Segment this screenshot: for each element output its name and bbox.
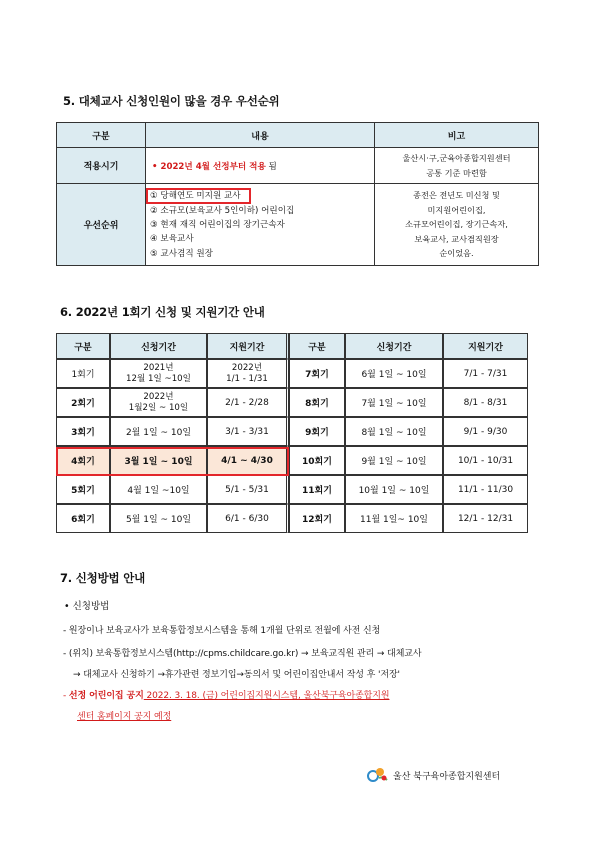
org-logo-icon — [367, 766, 389, 784]
support-period: 10/1 - 10/31 — [443, 446, 528, 475]
apply-period: 4월 1일 ~10일 — [110, 475, 207, 504]
apply-period: 3월 1일 ~ 10일 — [110, 446, 207, 475]
apply-period: 7월 1일 ~ 10일 — [345, 388, 443, 417]
priority-item-highlighted: ① 당해연도 미지원 교사 — [146, 188, 251, 204]
round-label: 11회기 — [289, 475, 345, 504]
apply-period: 11월 1일~ 10일 — [345, 504, 443, 533]
note-line: 종전은 전년도 미신청 및 — [413, 190, 500, 201]
period-red-text: • 2022년 4월 선정부터 적용 — [152, 161, 266, 172]
priority-item: ② 소규모(보육교사 5인이하) 어린이집 — [150, 206, 295, 216]
method-line-3: → 대체교사 신청하기 →휴가관련 정보기입→동의서 및 어린이집안내서 작성 후 '저장' — [73, 670, 400, 680]
header-note: 비고 — [375, 123, 539, 148]
priority-table — [56, 122, 539, 266]
note-line: 미지원어린이집, — [427, 204, 486, 215]
support-period: 11/1 - 11/30 — [443, 475, 528, 504]
header-apply-period: 신청기간 — [345, 333, 443, 359]
apply-period: 9월 1일 ~ 10일 — [345, 446, 443, 475]
method-line-2: - (위치) 보육통합정보시스템(http://cpms.childcare.go.kr) → 보육교직원 관리 → 대체교사 — [63, 649, 422, 659]
row-note-priority — [375, 184, 539, 266]
table-row — [56, 417, 528, 446]
header-support-period: 지원기간 — [207, 333, 289, 359]
note-line: 공통 기준 마련함 — [426, 167, 487, 178]
apply-period: 10월 1일 ~ 10일 — [345, 475, 443, 504]
method-line-5 — [77, 709, 171, 722]
table-row — [56, 388, 528, 417]
section7-title: 7. 신청방법 안내 — [60, 571, 146, 585]
priority-item: ⑤ 교사겸직 원장 — [150, 248, 213, 259]
table-row — [56, 475, 528, 504]
round-label: 4회기 — [56, 446, 110, 475]
row-label-period: 적용시기 — [57, 148, 146, 184]
notice-date-text: 2022. 3. 18. (금) 어린이집지원시스템, 울산북구육아종합지원 — [143, 691, 390, 701]
row-content-period — [146, 148, 375, 184]
header-support-period: 지원기간 — [443, 333, 528, 359]
round-label: 1회기 — [56, 359, 110, 388]
dash: - — [63, 691, 69, 701]
support-period: 2/1 - 2/28 — [207, 388, 289, 417]
section5-title: 5. 대체교사 신청인원이 많을 경우 우선순위 — [63, 94, 280, 108]
note-line: 소규모어린이집, 장기근속자, — [405, 219, 508, 230]
method-bullet: • 신청방법 — [64, 601, 110, 612]
table-row — [57, 184, 539, 266]
method-line-1: - 원장이나 보육교사가 보육통합정보시스템을 통해 1개월 단위로 전월에 사전 신청 — [63, 626, 381, 636]
apply-period: 2021년 12월 1일 ~10일 — [110, 359, 207, 388]
support-period: 12/1 - 12/31 — [443, 504, 528, 533]
apply-period: 2022년 1월2일 ~ 10일 — [110, 388, 207, 417]
round-label: 2회기 — [56, 388, 110, 417]
round-label: 10회기 — [289, 446, 345, 475]
table-row — [57, 148, 539, 184]
schedule-table — [56, 333, 528, 533]
apply-period: 8월 1일 ~ 10일 — [345, 417, 443, 446]
table-row-highlighted — [56, 446, 528, 475]
priority-item: ③ 현재 재직 어린이집의 장기근속자 — [150, 220, 285, 231]
priority-item: ④ 보육교사 — [150, 234, 194, 245]
row-label-priority: 우선순위 — [57, 184, 146, 266]
method-line-4 — [63, 688, 389, 701]
period-rest-text: 됨 — [265, 161, 277, 172]
round-label: 7회기 — [289, 359, 345, 388]
support-period: 8/1 - 8/31 — [443, 388, 528, 417]
priority-table-header — [57, 123, 539, 148]
support-period: 2022년 1/1 - 1/31 — [207, 359, 289, 388]
header-category: 구분 — [289, 333, 345, 359]
table-row — [56, 359, 528, 388]
round-label: 3회기 — [56, 417, 110, 446]
round-label: 9회기 — [289, 417, 345, 446]
row-note-period — [375, 148, 539, 184]
round-label: 5회기 — [56, 475, 110, 504]
support-period: 4/1 ~ 4/30 — [207, 446, 289, 475]
notice-bold-label: 선정 어린이집 공지 — [68, 691, 144, 701]
support-period: 6/1 - 6/30 — [207, 504, 289, 533]
apply-period: 5월 1일 ~ 10일 — [110, 504, 207, 533]
round-label: 12회기 — [289, 504, 345, 533]
round-label: 6회기 — [56, 504, 110, 533]
schedule-table-header — [56, 333, 528, 359]
support-period: 3/1 - 3/31 — [207, 417, 289, 446]
support-period: 7/1 - 7/31 — [443, 359, 528, 388]
header-category: 구분 — [56, 333, 110, 359]
header-content: 내용 — [146, 123, 375, 148]
round-label: 8회기 — [289, 388, 345, 417]
priority-list — [146, 184, 375, 266]
support-period: 9/1 - 9/30 — [443, 417, 528, 446]
note-line: 보육교사, 교사겸직원장 — [414, 233, 499, 244]
footer-org-name: 울산 북구육아종합지원센터 — [393, 771, 501, 782]
note-line: 울산시·구,군육아종합지원센터 — [402, 153, 511, 163]
apply-period: 6월 1일 ~ 10일 — [345, 359, 443, 388]
header-apply-period: 신청기간 — [110, 333, 207, 359]
table-row — [56, 504, 528, 533]
note-line: 순이었음. — [439, 248, 474, 259]
footer-org — [367, 766, 500, 784]
support-period: 5/1 - 5/31 — [207, 475, 289, 504]
notice-continuation: 센터 홈페이지 공지 예정 — [77, 712, 172, 722]
header-category: 구분 — [57, 123, 146, 148]
section6-title: 6. 2022년 1회기 신청 및 지원기간 안내 — [60, 305, 265, 319]
apply-period: 2월 1일 ~ 10일 — [110, 417, 207, 446]
